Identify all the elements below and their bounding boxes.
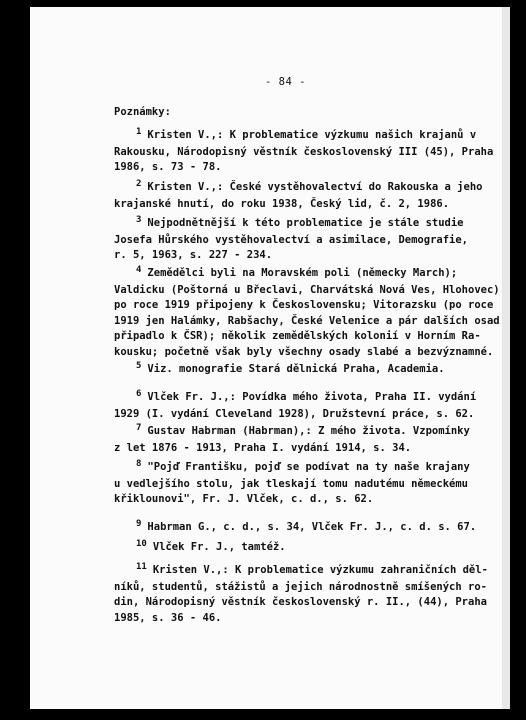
footnote-line — [114, 329, 500, 345]
footnote-text: Zemědělci byli na Moravském poli (německy March); — [147, 267, 458, 279]
footnote-text: křiklounovi", Fr. J. Vlček, c. d., s. 62. — [114, 493, 374, 505]
footnote-text: din, Národopisný věstník československý r. II., (44), Praha — [114, 596, 487, 608]
footnote-line — [114, 424, 470, 441]
footnote-number: 6 — [136, 389, 142, 399]
footnote-number: 4 — [136, 265, 142, 275]
footnote-text: 1929 (I. vydání Cleveland 1928), Družstevní práce, s. 62. — [114, 407, 475, 420]
footnote-line — [114, 611, 488, 627]
footnote-text: Habrman G., c. d., s. 34, Vlček Fr. J., c. d. s. 67. — [147, 521, 477, 533]
footnote-text: u vedlejšího stolu, jak tleskají tomu nadutému německému — [114, 477, 469, 490]
footnote-text: Kristen V.,: K problematice výzkumu zahraničních děl- — [152, 564, 488, 576]
footnote-text: 1919 jen Halámky, Rabšachy, České Velenice a pár dalších osad — [114, 314, 500, 327]
footnote-line — [114, 345, 500, 361]
page-number: - 84 - — [265, 76, 306, 88]
footnote-text: Kristen V.,: České vystěhovalectví do Rakouska a jeho — [147, 181, 483, 193]
footnote — [114, 390, 476, 422]
footnote — [114, 520, 476, 537]
footnote-number: 1 — [136, 127, 142, 137]
footnote-number: 5 — [136, 361, 142, 371]
footnote — [114, 128, 493, 176]
footnote-line — [114, 298, 500, 314]
footnote-text: Rakousku, Národopisný věstník československý III (45), Praha — [114, 145, 494, 158]
footnote-text: z let 1876 - 1913, Praha I. vydání 1914, s. 34. — [114, 441, 412, 454]
footnote-number: 8 — [136, 459, 142, 469]
footnote-line — [114, 595, 488, 611]
footnote-line — [114, 160, 493, 176]
footnote-line — [114, 128, 493, 145]
footnote-text: 1985, s. 36 - 46. — [114, 611, 222, 624]
footnote — [114, 180, 482, 212]
footnote-text: Viz. monografie Stará dělnická Praha, Academia. — [147, 363, 445, 375]
footnote-text: Josefa Hůrského vystěhovalectví a asimilace, Demografie, — [114, 233, 469, 246]
footnote-text: "Pojď Františku, pojď se podívat na ty naše krajany — [147, 461, 470, 473]
footnote-line — [114, 563, 488, 580]
footnote-line — [114, 460, 470, 477]
footnote-line — [114, 407, 476, 423]
footnote-line — [114, 540, 286, 557]
footnote — [114, 424, 470, 456]
footnote-number: 9 — [136, 519, 142, 529]
footnote — [114, 216, 468, 264]
footnote-number: 7 — [136, 423, 142, 433]
footnote-text: Kristen V.,: K problematice výzkumu našich krajanů v — [147, 129, 477, 141]
footnote-line — [114, 390, 476, 407]
footnote-text: kousku; početně však byly všechny osady slabé a bezvýznamné. — [114, 345, 494, 358]
footnote-text: připadlo k ČSR); několik zemědělských kolonií v Horním Ra- — [114, 330, 481, 342]
footnote-line — [114, 362, 445, 379]
footnote-text: po roce 1919 připojeny k Československu; Vitorazsku (po roce — [114, 299, 494, 311]
footnote-number: 10 — [136, 539, 147, 549]
footnote-line — [114, 314, 500, 330]
footnote-line — [114, 477, 470, 493]
footnote — [114, 362, 445, 379]
footnote-text: Vlček Fr. J.,: Povídka mého života, Praha II. vydání — [147, 391, 477, 403]
footnote-text: Nejpodnětnější k této problematice je stále studie — [147, 217, 464, 229]
footnote-text: krajanské hnutí, do roku 1938, Český lid, č. 2, 1986. — [114, 197, 450, 210]
footnote-line — [114, 180, 482, 197]
footnote-line — [114, 441, 470, 457]
page-edge — [502, 7, 510, 709]
footnote — [114, 460, 470, 508]
footnote-text: 1986, s. 73 - 78. — [114, 161, 222, 173]
footnote-text: Vlček Fr. J., tamtéž. — [152, 541, 286, 553]
footnote-line — [114, 580, 488, 596]
footnote-text: níků, studentů, stážistů a jejich národnostně smíšených ro- — [114, 580, 487, 593]
footnote-line — [114, 283, 500, 299]
footnote-line — [114, 520, 476, 537]
footnote — [114, 540, 286, 557]
footnote-text: Gustav Habrman (Habrman),: Z mého života. Vzpomínky — [147, 425, 470, 437]
footnote-line — [114, 216, 468, 233]
footnote — [114, 266, 500, 360]
footnote-number: 3 — [136, 215, 142, 225]
footnote-line — [114, 248, 468, 264]
footnote-line — [114, 233, 468, 249]
footnote — [114, 563, 488, 626]
notes-heading: Poznámky: — [114, 106, 171, 118]
footnote-line — [114, 197, 482, 213]
footnote-number: 11 — [136, 562, 147, 572]
footnote-number: 2 — [136, 179, 142, 189]
footnote-line — [114, 145, 493, 161]
footnote-text: r. 5, 1963, s. 227 - 234. — [114, 249, 273, 261]
footnote-line — [114, 492, 470, 508]
footnote-line — [114, 266, 500, 283]
footnote-text: Valdicku (Poštorná u Břeclavi, Charvátská Nová Ves, Hlohovec) — [114, 283, 500, 296]
